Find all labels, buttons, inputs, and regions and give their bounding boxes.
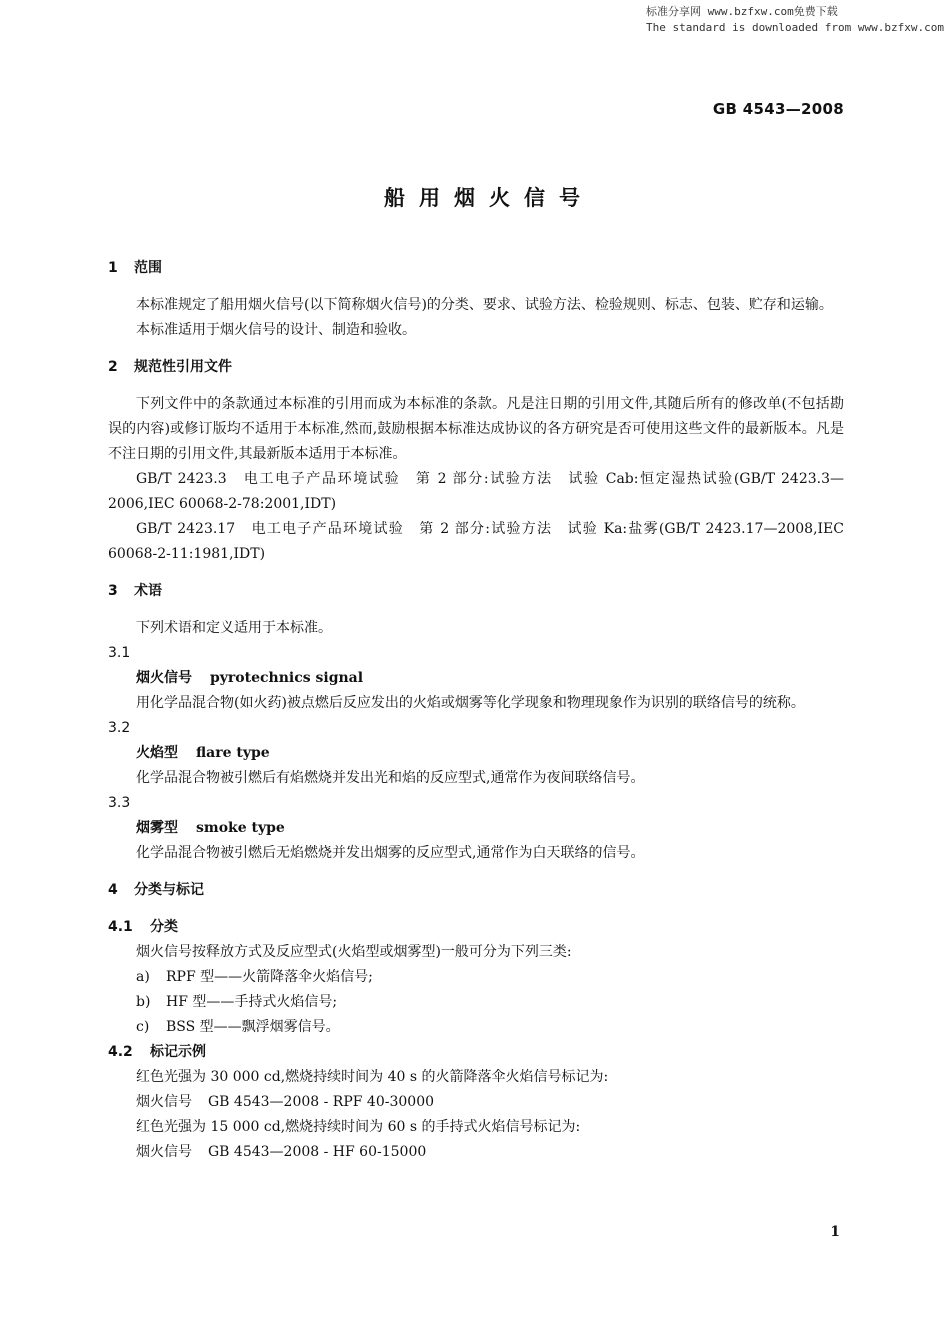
term-title [108,666,844,691]
section-4-heading [108,878,844,903]
section-2-heading [108,355,844,380]
paragraph: 红色光强为 30 000 cd,燃烧持续时间为 40 s 的火箭降落伞火焰信号标记为: [136,1069,609,1085]
section-number: 1 [108,260,118,276]
term-definition: 用化学品混合物(如火药)被点燃后反应发出的火焰或烟雾等化学现象和物理现象作为识别的联络信号的统称。 [136,695,805,711]
marking-example [108,1090,844,1115]
normative-reference: GB/T 2423.3 电工电子产品环境试验 第 2 部分:试验方法 试验 Cab:恒定湿热试验(GB/T 2423.3—2006,IEC 60068-2-78:2001,IDT) [108,471,844,512]
marking-code: GB 4543—2008 - HF 60-15000 [208,1144,427,1160]
section-number: 4 [108,882,118,898]
term-number: 3.3 [108,795,131,811]
term-title [108,741,844,766]
paragraph: 下列文件中的条款通过本标准的引用而成为本标准的条款。凡是注日期的引用文件,其随后所有的修改单(不包括勘误的内容)或修订版均不适用于本标准,然而,鼓励根据本标准达成协议的各方研究是否可使用这些文件的最新版本。凡是不注日期的引用文件,其最新版本适用于本标准。 [108,396,844,462]
term-en: pyrotechnics signal [210,670,364,686]
section-number: 2 [108,359,118,375]
section-3-heading [108,579,844,604]
term-zh: 烟火信号 [136,670,192,686]
list-marker: b) [136,994,151,1010]
term-en: flare type [196,745,270,761]
term-definition: 化学品混合物被引燃后有焰燃烧并发出光和焰的反应型式,通常作为夜间联络信号。 [136,770,645,786]
list-text: HF 型——手持式火焰信号; [166,994,338,1010]
document-body [108,256,844,1165]
watermark-line-2: The standard is downloaded from www.bzfxw.com [645,21,944,34]
term-en: smoke type [196,820,285,836]
section-title: 规范性引用文件 [134,359,232,375]
marking-example [108,1140,844,1165]
normative-reference: GB/T 2423.17 电工电子产品环境试验 第 2 部分:试验方法 试验 Ka:盐雾(GB/T 2423.17—2008,IEC 60068-2-11:1981,IDT) [108,521,844,562]
list-item [108,965,844,990]
marking-code: GB 4543—2008 - RPF 40-30000 [208,1094,435,1110]
paragraph: 本标准规定了船用烟火信号(以下简称烟火信号)的分类、要求、试验方法、检验规则、标志、包装、贮存和运输。 [136,297,833,313]
section-title: 分类与标记 [134,882,204,898]
subsection-4-1-heading [108,915,844,940]
subsection-4-2-heading [108,1040,844,1065]
page-title: 船用烟火信号 [384,186,594,210]
list-item [108,1015,844,1040]
marking-label: 烟火信号 [136,1094,192,1110]
term-title [108,816,844,841]
section-title: 范围 [134,260,162,276]
list-item [108,990,844,1015]
subsection-title: 分类 [150,919,178,935]
term-zh: 烟雾型 [136,820,178,836]
list-text: BSS 型——飘浮烟雾信号。 [166,1019,340,1035]
marking-label: 烟火信号 [136,1144,192,1160]
section-1-heading [108,256,844,281]
paragraph: 红色光强为 15 000 cd,燃烧持续时间为 60 s 的手持式火焰信号标记为: [136,1119,581,1135]
subsection-title: 标记示例 [150,1044,206,1060]
section-title: 术语 [134,583,162,599]
paragraph: 本标准适用于烟火信号的设计、制造和验收。 [136,322,416,338]
term-number: 3.1 [108,645,131,661]
download-watermark [646,4,944,36]
watermark-line-1: 标准分享网 www.bzfxw.com免费下载 [645,5,838,18]
list-marker: a) [136,969,150,985]
section-number: 3 [108,583,118,599]
subsection-number: 4.2 [108,1044,133,1060]
list-marker: c) [136,1019,150,1035]
subsection-number: 4.1 [108,919,133,935]
paragraph: 烟火信号按释放方式及反应型式(火焰型或烟雾型)一般可分为下列三类: [136,944,572,960]
standard-code: GB 4543—2008 [712,100,844,118]
term-definition: 化学品混合物被引燃后无焰燃烧并发出烟雾的反应型式,通常作为白天联络的信号。 [136,845,645,861]
term-number: 3.2 [108,720,131,736]
page-number: 1 [830,1224,840,1240]
paragraph: 下列术语和定义适用于本标准。 [136,620,332,636]
list-text: RPF 型——火箭降落伞火焰信号; [166,969,373,985]
term-zh: 火焰型 [136,745,178,761]
